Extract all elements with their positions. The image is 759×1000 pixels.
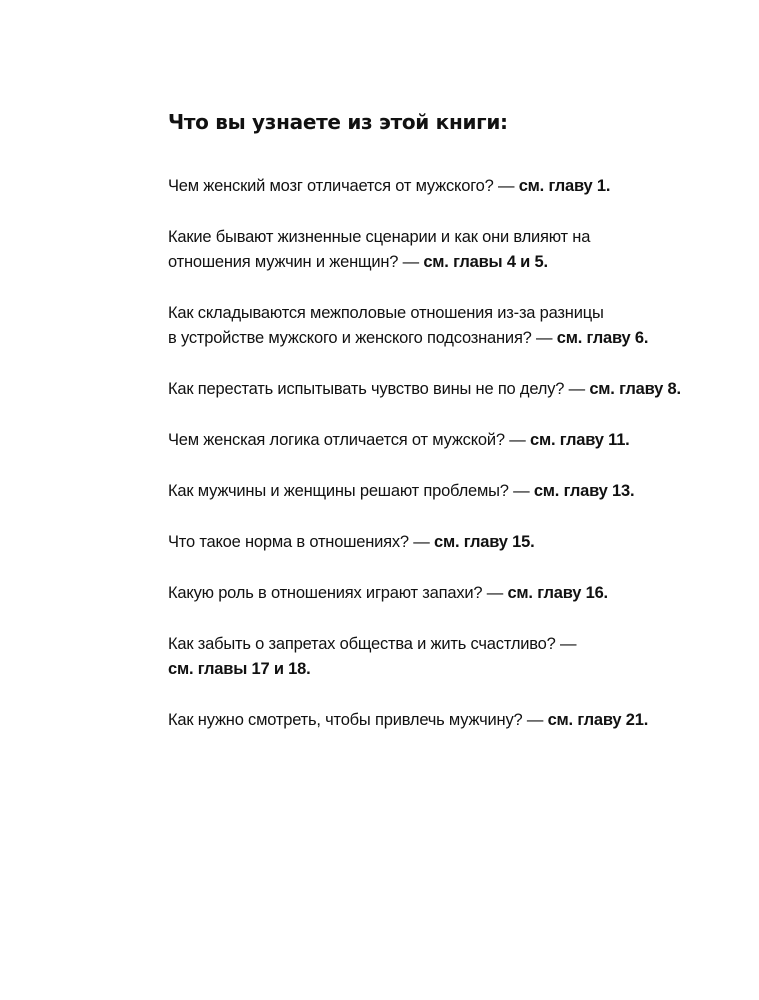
list-item [168, 708, 728, 733]
chapter-reference: см. главу 13. [533, 482, 635, 500]
question-text: Как мужчины и женщины решают проблемы? — [168, 482, 534, 500]
list-item [168, 377, 728, 402]
chapter-reference: см. главы 17 и 18. [168, 660, 311, 678]
chapter-reference: см. главу 11. [529, 431, 630, 449]
list-item [168, 174, 728, 199]
chapter-reference: см. главу 8. [589, 380, 681, 398]
page-title: Что вы узнаете из этой книги: [168, 110, 508, 134]
question-text: Как нужно смотреть, чтобы привлечь мужчину? — [168, 711, 548, 729]
question-text: Как забыть о запретах общества и жить счастливо? — [168, 635, 577, 653]
chapter-reference: см. главу 16. [507, 584, 608, 602]
list-item [168, 632, 728, 682]
list-item [168, 479, 728, 504]
question-text: Чем женский мозг отличается от мужского? — [168, 177, 519, 195]
question-text: Как складываются межполовые отношения из-за разницы [168, 304, 604, 322]
book-contents-page [168, 110, 728, 759]
question-text: отношения мужчин и женщин? — [168, 253, 424, 271]
list-item [168, 225, 728, 275]
list-item [168, 530, 728, 555]
question-text: в устройстве мужского и женского подсознания? — [168, 329, 557, 347]
list-item [168, 428, 728, 453]
question-text: Чем женская логика отличается от мужской? — [168, 431, 530, 449]
question-text: Какую роль в отношениях играют запахи? — [168, 584, 508, 602]
chapter-reference: см. главу 6. [556, 329, 649, 347]
list-item [168, 301, 728, 351]
chapter-reference: см. главу 15. [433, 533, 535, 551]
question-text: Как перестать испытывать чувство вины не по делу? — [168, 380, 590, 398]
list-item [168, 581, 728, 606]
chapter-reference: см. главу 21. [547, 711, 649, 729]
chapter-reference: см. главу 1. [518, 177, 611, 195]
chapter-reference: см. главы 4 и 5. [423, 253, 548, 271]
question-text: Что такое норма в отношениях? — [168, 533, 434, 551]
question-text: Какие бывают жизненные сценарии и как они влияют на [168, 228, 591, 246]
